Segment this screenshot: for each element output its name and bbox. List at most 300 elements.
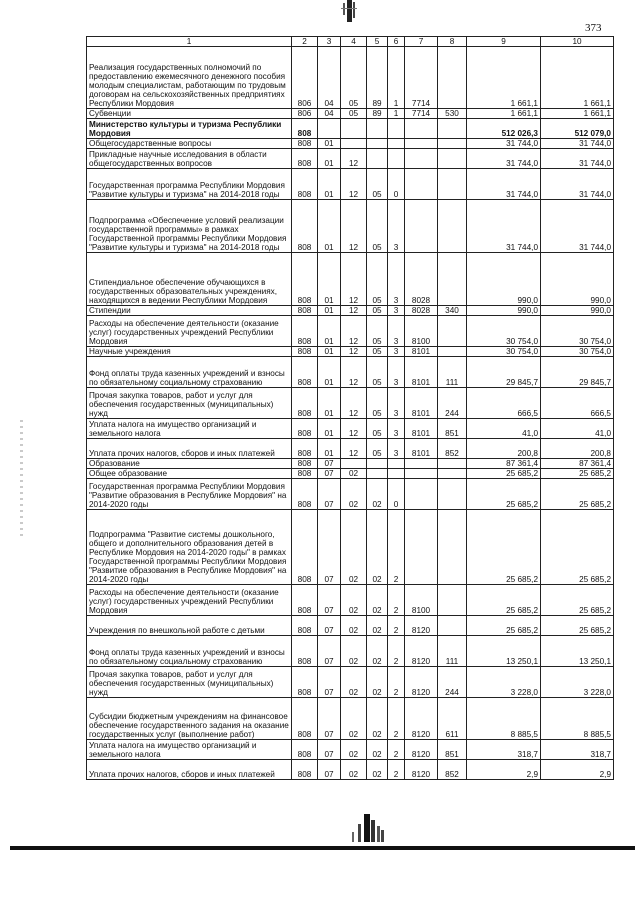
code-cell-4: 05 [341, 47, 367, 109]
row-name-cell: Стипендии [87, 306, 292, 316]
code-cell-5: 02 [367, 585, 388, 616]
code-cell-5: 02 [367, 636, 388, 667]
code-cell-5 [367, 149, 388, 169]
code-cell-7: 8101 [405, 439, 438, 459]
amount-cell-10: 29 845,7 [541, 357, 614, 388]
code-cell-4: 12 [341, 388, 367, 419]
code-cell-8: 852 [438, 760, 467, 780]
table-row [87, 667, 614, 698]
table-row [87, 119, 614, 139]
row-name-cell: Субвенции [87, 109, 292, 119]
code-cell-3: 01 [318, 357, 341, 388]
table-row [87, 636, 614, 667]
code-cell-3: 04 [318, 109, 341, 119]
code-cell-4: 12 [341, 419, 367, 439]
amount-cell-9: 25 685,2 [467, 510, 541, 585]
code-cell-2: 808 [292, 760, 318, 780]
code-cell-8: 852 [438, 439, 467, 459]
row-name-cell: Подпрограмма "Развитие системы дошкольного, общего и дополнительного образования детей в Республике Мордовия на 2014-2020 годы" в рамках Государственной программы Республики Мордовия "Развитие образования в Республике Мордовия" на 2014-2020 годы [87, 510, 292, 585]
code-cell-4: 12 [341, 357, 367, 388]
amount-cell-9: 990,0 [467, 306, 541, 316]
code-cell-6: 3 [388, 419, 405, 439]
code-cell-6 [388, 139, 405, 149]
code-cell-2: 806 [292, 109, 318, 119]
code-cell-5: 05 [367, 316, 388, 347]
code-cell-6: 3 [388, 316, 405, 347]
code-cell-3: 01 [318, 419, 341, 439]
table-row [87, 740, 614, 760]
row-name-cell: Государственная программа Республики Мордовия "Развитие образования в Республике Мордовия" на 2014-2020 годы [87, 479, 292, 510]
amount-cell-10: 990,0 [541, 306, 614, 316]
code-cell-4: 12 [341, 347, 367, 357]
row-name-cell: Субсидии бюджетным учреждениям на финансовое обеспечение государственного задания на оказание государственных услуг (выполнение работ) [87, 698, 292, 740]
code-cell-5: 05 [367, 253, 388, 306]
code-cell-8 [438, 169, 467, 200]
code-cell-4: 02 [341, 585, 367, 616]
table-body [87, 47, 614, 780]
code-cell-5 [367, 139, 388, 149]
code-cell-5: 05 [367, 306, 388, 316]
code-cell-4: 12 [341, 306, 367, 316]
code-cell-6: 3 [388, 200, 405, 253]
code-cell-5: 02 [367, 510, 388, 585]
row-name-cell: Уплата налога на имущество организаций и земельного налога [87, 740, 292, 760]
code-cell-4: 12 [341, 439, 367, 459]
amount-cell-9: 25 685,2 [467, 585, 541, 616]
amount-cell-10: 41,0 [541, 419, 614, 439]
code-cell-5: 02 [367, 479, 388, 510]
code-cell-6: 3 [388, 253, 405, 306]
amount-cell-10: 31 744,0 [541, 149, 614, 169]
code-cell-8 [438, 469, 467, 479]
code-cell-2: 808 [292, 667, 318, 698]
table-row [87, 347, 614, 357]
table-row [87, 357, 614, 388]
code-cell-5: 02 [367, 667, 388, 698]
code-cell-7: 7714 [405, 109, 438, 119]
code-cell-7: 8101 [405, 357, 438, 388]
amount-cell-9: 25 685,2 [467, 469, 541, 479]
amount-cell-9: 990,0 [467, 253, 541, 306]
code-cell-3: 01 [318, 347, 341, 357]
amount-cell-9: 1 661,1 [467, 47, 541, 109]
amount-cell-10: 13 250,1 [541, 636, 614, 667]
code-cell-3: 01 [318, 316, 341, 347]
code-cell-8 [438, 316, 467, 347]
code-cell-8: 851 [438, 419, 467, 439]
code-cell-3: 04 [318, 47, 341, 109]
code-cell-4: 02 [341, 469, 367, 479]
code-cell-8 [438, 347, 467, 357]
amount-cell-10: 25 685,2 [541, 585, 614, 616]
row-name-cell: Министерство культуры и туризма Республики Мордовия [87, 119, 292, 139]
code-cell-6: 2 [388, 698, 405, 740]
code-cell-4: 12 [341, 253, 367, 306]
code-cell-7 [405, 200, 438, 253]
table-row [87, 253, 614, 306]
code-cell-3: 07 [318, 636, 341, 667]
header-cell-1: 1 [87, 37, 292, 47]
code-cell-7 [405, 479, 438, 510]
code-cell-4: 02 [341, 616, 367, 636]
amount-cell-10: 318,7 [541, 740, 614, 760]
header-cell-9: 9 [467, 37, 541, 47]
code-cell-6: 1 [388, 47, 405, 109]
header-cell-2: 2 [292, 37, 318, 47]
code-cell-3: 01 [318, 200, 341, 253]
table-row [87, 439, 614, 459]
code-cell-7: 8101 [405, 388, 438, 419]
amount-cell-10: 2,9 [541, 760, 614, 780]
table-row [87, 419, 614, 439]
code-cell-3: 07 [318, 510, 341, 585]
code-cell-2: 808 [292, 347, 318, 357]
code-cell-4: 05 [341, 109, 367, 119]
code-cell-8: 111 [438, 636, 467, 667]
code-cell-8: 611 [438, 698, 467, 740]
code-cell-4: 02 [341, 760, 367, 780]
code-cell-2: 808 [292, 439, 318, 459]
code-cell-4: 12 [341, 200, 367, 253]
code-cell-6: 0 [388, 169, 405, 200]
code-cell-5: 02 [367, 616, 388, 636]
table-row [87, 698, 614, 740]
amount-cell-9: 30 754,0 [467, 347, 541, 357]
code-cell-2: 808 [292, 357, 318, 388]
row-name-cell: Общегосударственные вопросы [87, 139, 292, 149]
amount-cell-9: 512 026,3 [467, 119, 541, 139]
code-cell-5: 02 [367, 760, 388, 780]
code-cell-4: 02 [341, 636, 367, 667]
code-cell-8: 111 [438, 357, 467, 388]
code-cell-8: 244 [438, 388, 467, 419]
code-cell-7 [405, 469, 438, 479]
code-cell-4: 02 [341, 740, 367, 760]
table-row [87, 585, 614, 616]
code-cell-8: 530 [438, 109, 467, 119]
row-name-cell: Прикладные научные исследования в области общегосударственных вопросов [87, 149, 292, 169]
code-cell-7 [405, 119, 438, 139]
code-cell-5: 05 [367, 439, 388, 459]
amount-cell-10: 200,8 [541, 439, 614, 459]
header-cell-3: 3 [318, 37, 341, 47]
header-row [87, 37, 614, 47]
code-cell-8: 851 [438, 740, 467, 760]
amount-cell-10: 87 361,4 [541, 459, 614, 469]
amount-cell-10: 30 754,0 [541, 347, 614, 357]
row-name-cell: Прочая закупка товаров, работ и услуг для обеспечения государственных (муниципальных) нужд [87, 667, 292, 698]
row-name-cell: Прочая закупка товаров, работ и услуг для обеспечения государственных (муниципальных) нужд [87, 388, 292, 419]
code-cell-8 [438, 119, 467, 139]
code-cell-8 [438, 253, 467, 306]
code-cell-3: 07 [318, 469, 341, 479]
code-cell-2: 808 [292, 169, 318, 200]
header-cell-5: 5 [367, 37, 388, 47]
code-cell-8 [438, 510, 467, 585]
code-cell-2: 808 [292, 510, 318, 585]
row-name-cell: Общее образование [87, 469, 292, 479]
code-cell-5: 02 [367, 740, 388, 760]
code-cell-2: 806 [292, 47, 318, 109]
row-name-cell: Стипендиальное обеспечение обучающихся в государственных образовательных учреждениях, находящихся в ведении Республики Мордовия [87, 253, 292, 306]
code-cell-2: 808 [292, 585, 318, 616]
row-name-cell: Государственная программа Республики Мордовия "Развитие культуры и туризма" на 2014-2018 годы [87, 169, 292, 200]
code-cell-6: 2 [388, 740, 405, 760]
code-cell-5: 05 [367, 388, 388, 419]
code-cell-8 [438, 459, 467, 469]
code-cell-8 [438, 149, 467, 169]
budget-table [86, 36, 614, 780]
code-cell-7 [405, 149, 438, 169]
code-cell-7: 8120 [405, 616, 438, 636]
code-cell-3: 07 [318, 585, 341, 616]
amount-cell-9: 29 845,7 [467, 357, 541, 388]
amount-cell-9: 318,7 [467, 740, 541, 760]
table-row [87, 200, 614, 253]
code-cell-3: 07 [318, 459, 341, 469]
table-row [87, 510, 614, 585]
code-cell-4 [341, 139, 367, 149]
row-name-cell: Образование [87, 459, 292, 469]
code-cell-6: 3 [388, 388, 405, 419]
code-cell-4: 12 [341, 149, 367, 169]
code-cell-7: 8100 [405, 316, 438, 347]
code-cell-8 [438, 200, 467, 253]
amount-cell-10: 512 079,0 [541, 119, 614, 139]
code-cell-2: 808 [292, 316, 318, 347]
amount-cell-9: 2,9 [467, 760, 541, 780]
code-cell-3: 01 [318, 253, 341, 306]
code-cell-8 [438, 585, 467, 616]
amount-cell-10: 25 685,2 [541, 479, 614, 510]
code-cell-4: 02 [341, 479, 367, 510]
table-row [87, 616, 614, 636]
code-cell-6: 3 [388, 439, 405, 459]
amount-cell-9: 666,5 [467, 388, 541, 419]
code-cell-4: 02 [341, 698, 367, 740]
code-cell-2: 808 [292, 698, 318, 740]
scan-artifact-bottom [350, 812, 386, 844]
amount-cell-10: 31 744,0 [541, 139, 614, 149]
code-cell-2: 808 [292, 119, 318, 139]
header-cell-7: 7 [405, 37, 438, 47]
code-cell-6: 2 [388, 616, 405, 636]
code-cell-7: 8028 [405, 306, 438, 316]
code-cell-2: 808 [292, 616, 318, 636]
code-cell-5: 05 [367, 419, 388, 439]
code-cell-4 [341, 119, 367, 139]
code-cell-3: 01 [318, 139, 341, 149]
bottom-rule [10, 846, 635, 850]
amount-cell-9: 31 744,0 [467, 139, 541, 149]
amount-cell-10: 30 754,0 [541, 316, 614, 347]
code-cell-4: 12 [341, 169, 367, 200]
code-cell-3: 01 [318, 149, 341, 169]
page-number: 373 [585, 22, 602, 34]
code-cell-3: 07 [318, 740, 341, 760]
code-cell-3 [318, 119, 341, 139]
code-cell-5: 05 [367, 347, 388, 357]
code-cell-4: 02 [341, 667, 367, 698]
code-cell-7: 8120 [405, 698, 438, 740]
code-cell-2: 808 [292, 469, 318, 479]
code-cell-3: 07 [318, 760, 341, 780]
code-cell-3: 07 [318, 667, 341, 698]
code-cell-5 [367, 119, 388, 139]
code-cell-5: 02 [367, 698, 388, 740]
code-cell-6: 3 [388, 357, 405, 388]
amount-cell-9: 8 885,5 [467, 698, 541, 740]
table-row [87, 388, 614, 419]
code-cell-6: 2 [388, 510, 405, 585]
code-cell-8 [438, 479, 467, 510]
code-cell-6: 2 [388, 636, 405, 667]
amount-cell-9: 13 250,1 [467, 636, 541, 667]
code-cell-8: 244 [438, 667, 467, 698]
row-name-cell: Научные учреждения [87, 347, 292, 357]
code-cell-3: 07 [318, 479, 341, 510]
table-row [87, 47, 614, 109]
scan-artifact-top [341, 0, 357, 26]
code-cell-2: 808 [292, 459, 318, 469]
code-cell-6: 3 [388, 347, 405, 357]
code-cell-3: 01 [318, 306, 341, 316]
code-cell-5: 89 [367, 47, 388, 109]
code-cell-3: 07 [318, 698, 341, 740]
code-cell-6 [388, 119, 405, 139]
row-name-cell: Расходы на обеспечение деятельности (оказание услуг) государственных учреждений Республики Мордовия [87, 316, 292, 347]
code-cell-2: 808 [292, 200, 318, 253]
code-cell-7: 8101 [405, 419, 438, 439]
scan-artifact-left [20, 420, 23, 540]
header-cell-4: 4 [341, 37, 367, 47]
code-cell-8 [438, 139, 467, 149]
amount-cell-9: 31 744,0 [467, 200, 541, 253]
code-cell-7: 8101 [405, 347, 438, 357]
code-cell-2: 808 [292, 740, 318, 760]
code-cell-7: 8028 [405, 253, 438, 306]
code-cell-6: 2 [388, 667, 405, 698]
amount-cell-10: 1 661,1 [541, 47, 614, 109]
amount-cell-10: 25 685,2 [541, 469, 614, 479]
amount-cell-10: 3 228,0 [541, 667, 614, 698]
code-cell-8: 340 [438, 306, 467, 316]
code-cell-6: 0 [388, 479, 405, 510]
code-cell-6 [388, 469, 405, 479]
code-cell-6 [388, 149, 405, 169]
table-row [87, 149, 614, 169]
table-row [87, 109, 614, 119]
amount-cell-10: 8 885,5 [541, 698, 614, 740]
code-cell-7: 8120 [405, 636, 438, 667]
code-cell-5: 05 [367, 169, 388, 200]
code-cell-7 [405, 459, 438, 469]
table-row [87, 479, 614, 510]
code-cell-2: 808 [292, 636, 318, 667]
code-cell-5 [367, 459, 388, 469]
code-cell-4: 12 [341, 316, 367, 347]
code-cell-7 [405, 169, 438, 200]
amount-cell-10: 31 744,0 [541, 200, 614, 253]
code-cell-8 [438, 616, 467, 636]
amount-cell-9: 87 361,4 [467, 459, 541, 469]
code-cell-6 [388, 459, 405, 469]
code-cell-8 [438, 47, 467, 109]
table-row [87, 459, 614, 469]
code-cell-6: 3 [388, 306, 405, 316]
amount-cell-9: 31 744,0 [467, 169, 541, 200]
amount-cell-10: 25 685,2 [541, 510, 614, 585]
code-cell-3: 01 [318, 388, 341, 419]
code-cell-2: 808 [292, 306, 318, 316]
table-row [87, 306, 614, 316]
row-name-cell: Уплата прочих налогов, сборов и иных платежей [87, 760, 292, 780]
amount-cell-10: 25 685,2 [541, 616, 614, 636]
code-cell-2: 808 [292, 139, 318, 149]
table-row [87, 469, 614, 479]
table-row [87, 139, 614, 149]
row-name-cell: Уплата прочих налогов, сборов и иных платежей [87, 439, 292, 459]
code-cell-2: 808 [292, 149, 318, 169]
header-cell-6: 6 [388, 37, 405, 47]
row-name-cell: Фонд оплаты труда казенных учреждений и взносы по обязательному социальному страхованию [87, 357, 292, 388]
amount-cell-9: 25 685,2 [467, 616, 541, 636]
code-cell-5 [367, 469, 388, 479]
code-cell-3: 07 [318, 616, 341, 636]
amount-cell-9: 3 228,0 [467, 667, 541, 698]
amount-cell-10: 1 661,1 [541, 109, 614, 119]
row-name-cell: Учреждения по внешкольной работе с детьми [87, 616, 292, 636]
code-cell-7: 8120 [405, 760, 438, 780]
row-name-cell: Уплата налога на имущество организаций и земельного налога [87, 419, 292, 439]
amount-cell-10: 990,0 [541, 253, 614, 306]
code-cell-6: 2 [388, 585, 405, 616]
code-cell-7 [405, 139, 438, 149]
code-cell-2: 808 [292, 388, 318, 419]
code-cell-5: 05 [367, 200, 388, 253]
code-cell-4: 02 [341, 510, 367, 585]
code-cell-2: 808 [292, 479, 318, 510]
header-cell-8: 8 [438, 37, 467, 47]
code-cell-2: 808 [292, 419, 318, 439]
amount-cell-9: 1 661,1 [467, 109, 541, 119]
amount-cell-9: 200,8 [467, 439, 541, 459]
code-cell-7: 8100 [405, 585, 438, 616]
amount-cell-9: 41,0 [467, 419, 541, 439]
code-cell-4 [341, 459, 367, 469]
table-row [87, 169, 614, 200]
code-cell-3: 01 [318, 169, 341, 200]
row-name-cell: Подпрограмма «Обеспечение условий реализации государственной программы» в рамках Государственной программы Республики Мордовия "Развитие культуры и туризма" на 2014-2018 годы [87, 200, 292, 253]
code-cell-5: 89 [367, 109, 388, 119]
code-cell-7: 8120 [405, 740, 438, 760]
code-cell-6: 1 [388, 109, 405, 119]
amount-cell-10: 666,5 [541, 388, 614, 419]
table-row [87, 760, 614, 780]
code-cell-2: 808 [292, 253, 318, 306]
row-name-cell: Реализация государственных полномочий по предоставлению ежемесячного денежного пособия молодым специалистам, работающим по трудовым договорам на сельскохозяйственных предприятиях Республики Мордовия [87, 47, 292, 109]
row-name-cell: Расходы на обеспечение деятельности (оказание услуг) государственных учреждений Республики Мордовия [87, 585, 292, 616]
amount-cell-9: 25 685,2 [467, 479, 541, 510]
amount-cell-9: 31 744,0 [467, 149, 541, 169]
row-name-cell: Фонд оплаты труда казенных учреждений и взносы по обязательному социальному страхованию [87, 636, 292, 667]
header-cell-10: 10 [541, 37, 614, 47]
code-cell-3: 01 [318, 439, 341, 459]
code-cell-7 [405, 510, 438, 585]
amount-cell-10: 31 744,0 [541, 169, 614, 200]
table-row [87, 316, 614, 347]
code-cell-7: 7714 [405, 47, 438, 109]
